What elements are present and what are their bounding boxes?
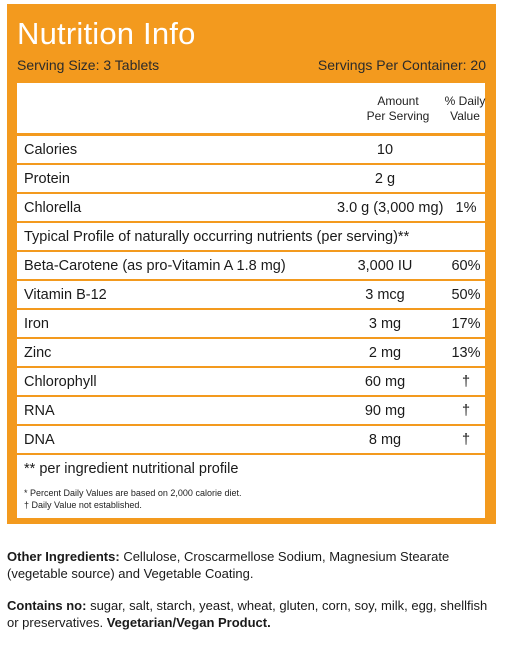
nutrient-dv: † xyxy=(461,374,471,390)
table-row xyxy=(17,397,485,426)
other-ingredients xyxy=(7,548,499,582)
other-ingredients-label: Other Ingredients: xyxy=(7,549,120,564)
nutrient-name: Zinc xyxy=(24,345,52,361)
nutrient-amount: 8 mg xyxy=(368,432,402,448)
contains-no xyxy=(7,597,499,631)
nutrient-name: Chlorella xyxy=(24,200,82,216)
table-row xyxy=(17,455,485,485)
nutrient-dv: † xyxy=(461,403,471,419)
nutrient-name: RNA xyxy=(24,403,55,419)
nutrient-amount: 3.0 g (3,000 mg) xyxy=(337,200,444,216)
table-row xyxy=(17,281,485,310)
contains-no-text: sugar, salt, starch, yeast, wheat, gluten, corn, soy, milk, egg, shellfish or preservatives. xyxy=(7,598,488,630)
nutrient-dv: 50% xyxy=(451,287,481,303)
nutrient-dv: 60% xyxy=(451,258,481,274)
nutrient-dv: † xyxy=(461,432,471,448)
nutrient-name: Iron xyxy=(24,316,49,332)
other-ingredients-text: Cellulose, Croscarmellose Sodium, Magnesium Stearate (vegetable source) and Vegetable Coating. xyxy=(7,549,450,581)
vegan-emphasis: Vegetarian/Vegan Product. xyxy=(106,615,271,630)
nutrient-name: Chlorophyll xyxy=(24,374,97,390)
nutrient-dv: 1% xyxy=(455,200,477,216)
table-row xyxy=(17,310,485,339)
nutrient-amount: 90 mg xyxy=(364,403,406,419)
contains-no-label: Contains no: xyxy=(7,598,87,613)
nutrient-amount: 60 mg xyxy=(364,374,406,390)
table-row xyxy=(17,165,485,194)
servings-per-container: Servings Per Container: 20 xyxy=(317,57,486,73)
nutrient-name: Beta-Carotene (as pro-Vitamin A 1.8 mg) xyxy=(24,258,286,274)
dv-header-line2: Value xyxy=(450,109,480,123)
profile-footnote: ** per ingredient nutritional profile xyxy=(24,461,239,477)
table-row xyxy=(17,223,485,252)
table-row xyxy=(17,426,485,455)
dv-not-established-footnote: † Daily Value not established. xyxy=(24,500,142,510)
dv-header-line1: % Daily xyxy=(444,94,486,108)
footnotes xyxy=(17,482,485,518)
amount-header-line2: Per Serving xyxy=(366,109,430,123)
daily-value-header xyxy=(441,94,489,124)
amount-header-line1: Amount xyxy=(377,94,419,108)
nutrient-amount: 2 g xyxy=(374,171,396,187)
nutrient-name: Calories xyxy=(24,142,78,158)
nutrient-amount: 2 mg xyxy=(368,345,402,361)
serving-info xyxy=(17,57,486,77)
nutrient-amount: 3 mg xyxy=(368,316,402,332)
panel-title: Nutrition Info xyxy=(17,16,196,51)
table-header xyxy=(17,83,485,136)
table-row xyxy=(17,368,485,397)
nutrient-amount: 10 xyxy=(376,142,394,158)
nutrient-amount: 3 mcg xyxy=(365,287,405,303)
nutrient-dv: 13% xyxy=(451,345,481,361)
nutrient-dv: 17% xyxy=(451,316,481,332)
table-row xyxy=(17,194,485,223)
profile-heading: Typical Profile of naturally occurring nutrients (per serving)** xyxy=(24,229,410,245)
nutrient-name: DNA xyxy=(24,432,55,448)
nutrient-amount: 3,000 IU xyxy=(357,258,413,274)
table-row xyxy=(17,252,485,281)
amount-per-serving-header xyxy=(353,94,443,124)
percent-dv-footnote: * Percent Daily Values are based on 2,000 calorie diet. xyxy=(24,488,242,498)
nutrition-panel xyxy=(7,4,496,524)
nutrient-name: Vitamin B-12 xyxy=(24,287,107,303)
nutrient-name: Protein xyxy=(24,171,70,187)
table-row xyxy=(17,339,485,368)
nutrition-table xyxy=(17,83,485,485)
table-row xyxy=(17,136,485,165)
serving-size: Serving Size: 3 Tablets xyxy=(17,57,160,73)
